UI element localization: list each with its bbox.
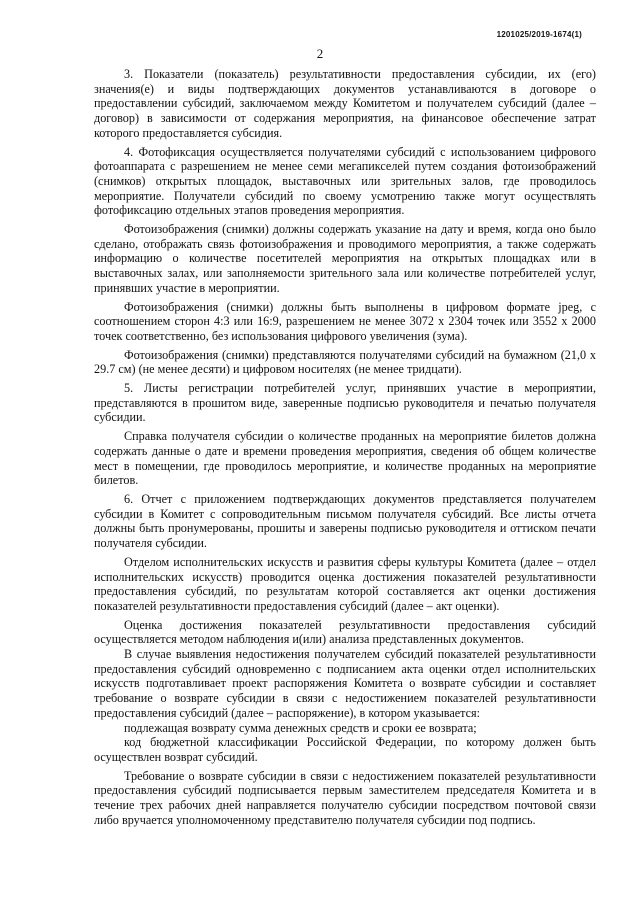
paragraph-registration-sheets: 5. Листы регистрации потребителей услуг, принявших участие в мероприятии, представляются в прошитом виде, заверенные подписью руководителя и печатью получателя субсидии.	[94, 381, 596, 425]
paragraph-assessment: Отделом исполнительских искусств и развития сферы культуры Комитета (далее – отдел исполнительских искусств) проводится оценка достижения показателей результативности предоставления субсидий, по результатам которой составляется акт оценки достижения показателей результативности предоставления субсидий (далее – акт оценки).	[94, 554, 596, 613]
paragraph-ticket-report: Справка получателя субсидии о количестве проданных на мероприятие билетов должна содержать данные о дате и времени проведения мероприятия, сведения об общем количестве мест в помещении, где проводилось мероприятие, и количестве проданных на мероприятие билетов.	[94, 429, 596, 488]
paragraph-non-achievement: В случае выявления недостижения получателем субсидий показателей результативности предоставления субсидий одновременно с подписанием акта оценки отдел исполнительских искусств подготавливает проект распоряжения Комитета о возврате субсидии и составляет требование о возврате субсидии в связи с недостижением показателей результативности предоставления субсидий (далее – распоряжение), в котором указывается:	[94, 647, 596, 720]
page-number: 2	[316, 46, 324, 61]
paragraph-photo-requirements: Фотоизображения (снимки) должны содержать указание на дату и время, когда оно было сделано, отображать связь фотоизображения и проводимого мероприятия, а также содержать информацию о количестве посетителей мероприятия на открытых площадках или в выставочных залах, или заполняемости зрительного зала или количестве потребителей услуг, принявших участие в мероприятии.	[94, 222, 596, 295]
paragraph-indicators: 3. Показатели (показатель) результативности предоставления субсидии, их (его) значения(е) и виды подтверждающих документов устанавливаются в договоре о предоставлении субсидий, заключаемом между Комитетом и получателем субсидий (далее – договор) в зависимости от содержания мероприятия, на финансовое обеспечение затрат которого предоставляется субсидия.	[94, 67, 596, 140]
paragraph-photo-format: Фотоизображения (снимки) должны быть выполнены в цифровом формате jpeg, с соотношением сторон 4:3 или 16:9, разрешением не менее 3072 x 2304 точек или 3552 x 2000 точек соответственно, без использования цифрового увеличения (зума).	[94, 299, 596, 343]
paragraph-assessment-method: Оценка достижения показателей результативности предоставления субсидий осуществляется методом наблюдения и(или) анализа представленных документов.	[94, 617, 596, 647]
paragraph-photo-media: Фотоизображения (снимки) представляются получателями субсидий на бумажном (21,0 x 29.7 см) (не менее десяти) и цифровом носителях (не менее тридцати).	[94, 347, 596, 377]
paragraph-photo-fixation: 4. Фотофиксация осуществляется получателями субсидий с использованием цифрового фотоаппарата с разрешением не менее семи мегапикселей путем создания фотоизображений (снимков) открытых площадок, выставочных или зрительных залов, где проводилось мероприятие. Получатели субсидий по своему усмотрению также могут осуществлять фотофиксацию отдельных этапов проведения мероприятия.	[94, 144, 596, 218]
document-body	[94, 67, 596, 827]
paragraph-return-demand: Требование о возврате субсидии в связи с недостижением показателей результативности предоставления субсидий подписывается первым заместителем председателя Комитета и в течение трех рабочих дней направляется получателю субсидии посредством почтовой связи либо вручается уполномоченному представителю получателя субсидии под подпись.	[94, 768, 596, 827]
paragraph-report-submission: 6. Отчет с приложением подтверждающих документов представляется получателем субсидии в Комитет с сопроводительным письмом получателя субсидий. Все листы отчета должны быть пронумерованы, прошиты и заверены подписью руководителя и оттиском печати получателя субсидии.	[94, 491, 596, 551]
document-id: 1201025/2019-1674(1)	[496, 30, 582, 39]
paragraph-budget-code: код бюджетной классификации Российской Федерации, по которому должен быть осуществлен возврат субсидий.	[94, 735, 596, 764]
paragraph-return-amount: подлежащая возврату сумма денежных средств и сроки ее возврата;	[124, 720, 477, 735]
